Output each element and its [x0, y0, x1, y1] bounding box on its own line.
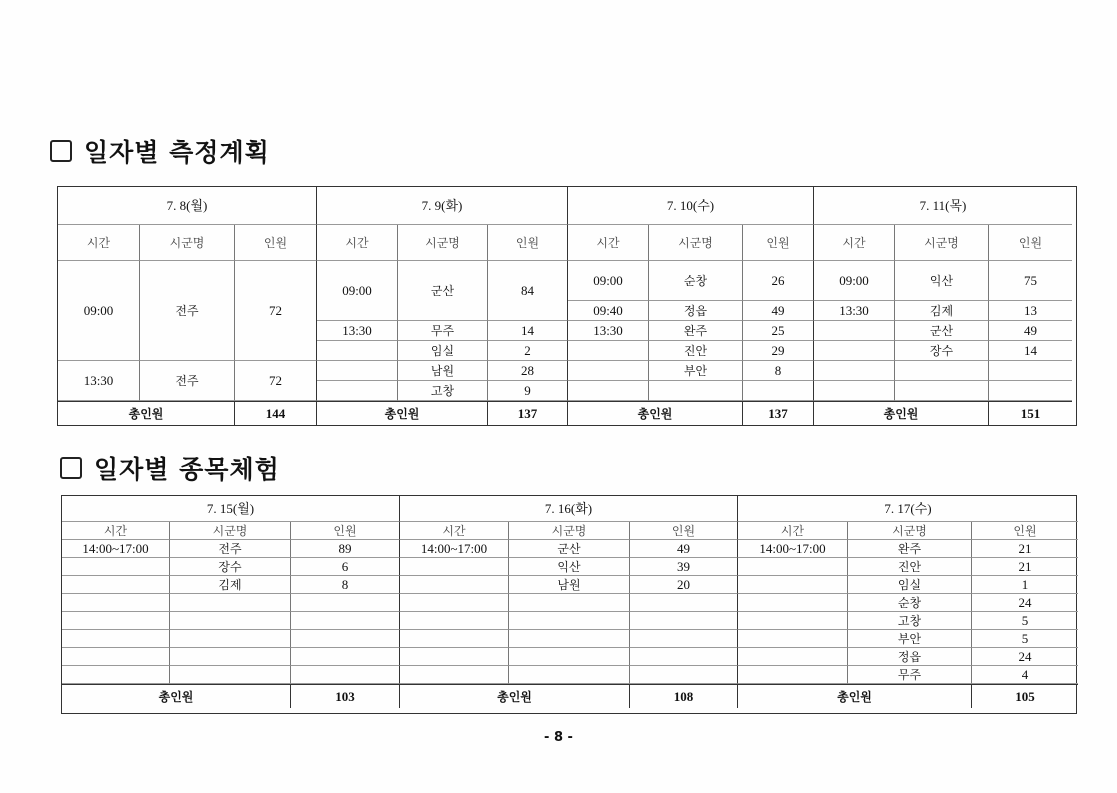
- time-cell: 09:40: [568, 301, 649, 321]
- empty-cell: [630, 612, 738, 630]
- count-cell: 21: [972, 558, 1078, 576]
- empty-cell: [649, 381, 743, 401]
- total-value: 108: [630, 684, 738, 708]
- empty-cell: [291, 666, 400, 684]
- column-header-city: 시군명: [398, 225, 488, 261]
- empty-cell: [291, 630, 400, 648]
- empty-cell: [62, 648, 170, 666]
- empty-cell: [630, 594, 738, 612]
- empty-cell: [170, 630, 291, 648]
- empty-cell: [509, 630, 630, 648]
- city-cell: 남원: [509, 576, 630, 594]
- section-title: 일자별 측정계획: [84, 138, 270, 167]
- empty-cell: [895, 381, 989, 401]
- empty-cell: [814, 381, 895, 401]
- count-cell: 84: [488, 261, 568, 321]
- count-cell: 89: [291, 540, 400, 558]
- empty-cell: [400, 558, 509, 576]
- column-header-time: 시간: [738, 522, 848, 540]
- count-cell: 5: [972, 630, 1078, 648]
- city-cell: 군산: [398, 261, 488, 321]
- total-value: 144: [235, 401, 317, 425]
- time-cell: 13:30: [58, 361, 140, 401]
- city-cell: 부안: [649, 361, 743, 381]
- total-value: 105: [972, 684, 1078, 708]
- count-cell: 4: [972, 666, 1078, 684]
- empty-cell: [291, 648, 400, 666]
- column-header-time: 시간: [400, 522, 509, 540]
- count-cell: 6: [291, 558, 400, 576]
- empty-cell: [630, 648, 738, 666]
- total-label: 총인원: [814, 401, 989, 425]
- column-header-count: 인원: [291, 522, 400, 540]
- column-header-time: 시간: [62, 522, 170, 540]
- city-cell: 장수: [170, 558, 291, 576]
- empty-cell: [509, 612, 630, 630]
- empty-cell: [568, 381, 649, 401]
- empty-cell: [400, 630, 509, 648]
- time-cell: [317, 381, 398, 401]
- day-header: 7. 10(수): [568, 187, 814, 225]
- city-cell: 군산: [509, 540, 630, 558]
- total-label: 총인원: [738, 684, 972, 708]
- city-cell: 순창: [649, 261, 743, 301]
- checkbox-square-icon: [60, 457, 82, 479]
- count-cell: 14: [488, 321, 568, 341]
- empty-cell: [62, 594, 170, 612]
- city-cell: 장수: [895, 341, 989, 361]
- column-header-count: 인원: [743, 225, 814, 261]
- total-label: 총인원: [400, 684, 630, 708]
- city-cell: 임실: [398, 341, 488, 361]
- column-header-time: 시간: [317, 225, 398, 261]
- total-value: 103: [291, 684, 400, 708]
- city-cell: 남원: [398, 361, 488, 381]
- column-header-count: 인원: [972, 522, 1078, 540]
- empty-cell: [62, 558, 170, 576]
- total-label: 총인원: [568, 401, 743, 425]
- city-cell: 전주: [170, 540, 291, 558]
- column-header-time: 시간: [814, 225, 895, 261]
- column-header-time: 시간: [568, 225, 649, 261]
- empty-cell: [170, 648, 291, 666]
- count-cell: 21: [972, 540, 1078, 558]
- count-cell: 26: [743, 261, 814, 301]
- city-cell: 김제: [170, 576, 291, 594]
- empty-cell: [895, 361, 989, 381]
- time-cell: 09:00: [58, 261, 140, 361]
- empty-cell: [630, 630, 738, 648]
- measurement-plan-table: [57, 186, 1077, 426]
- city-cell: 진안: [649, 341, 743, 361]
- city-cell: 군산: [895, 321, 989, 341]
- city-cell: 정읍: [848, 648, 972, 666]
- time-cell: 14:00~17:00: [738, 540, 848, 558]
- count-cell: 49: [630, 540, 738, 558]
- time-cell: 14:00~17:00: [400, 540, 509, 558]
- empty-cell: [170, 666, 291, 684]
- empty-cell: [814, 361, 895, 381]
- empty-cell: [400, 612, 509, 630]
- empty-cell: [738, 612, 848, 630]
- count-cell: 49: [989, 321, 1072, 341]
- city-cell: 임실: [848, 576, 972, 594]
- count-cell: 49: [743, 301, 814, 321]
- column-header-time: 시간: [58, 225, 140, 261]
- count-cell: 39: [630, 558, 738, 576]
- empty-cell: [400, 648, 509, 666]
- empty-cell: [170, 612, 291, 630]
- time-cell: 13:30: [814, 301, 895, 321]
- column-header-city: 시군명: [170, 522, 291, 540]
- empty-cell: [400, 594, 509, 612]
- empty-cell: [738, 558, 848, 576]
- column-header-count: 인원: [488, 225, 568, 261]
- empty-cell: [738, 630, 848, 648]
- time-cell: 13:30: [317, 321, 398, 341]
- day-header: 7. 11(목): [814, 187, 1072, 225]
- time-cell: [814, 321, 895, 341]
- time-cell: [568, 341, 649, 361]
- empty-cell: [62, 576, 170, 594]
- city-cell: 전주: [140, 261, 235, 361]
- count-cell: 9: [488, 381, 568, 401]
- empty-cell: [509, 648, 630, 666]
- city-cell: 무주: [848, 666, 972, 684]
- column-header-count: 인원: [989, 225, 1072, 261]
- count-cell: 72: [235, 261, 317, 361]
- time-cell: 09:00: [814, 261, 895, 301]
- city-cell: 진안: [848, 558, 972, 576]
- count-cell: 8: [743, 361, 814, 381]
- total-label: 총인원: [58, 401, 235, 425]
- empty-cell: [738, 576, 848, 594]
- city-cell: 김제: [895, 301, 989, 321]
- time-cell: 09:00: [568, 261, 649, 301]
- empty-cell: [630, 666, 738, 684]
- empty-cell: [400, 576, 509, 594]
- column-header-city: 시군명: [140, 225, 235, 261]
- column-header-city: 시군명: [509, 522, 630, 540]
- day-header: 7. 9(화): [317, 187, 568, 225]
- city-cell: 완주: [848, 540, 972, 558]
- count-cell: 24: [972, 594, 1078, 612]
- column-header-city: 시군명: [895, 225, 989, 261]
- count-cell: 8: [291, 576, 400, 594]
- city-cell: 완주: [649, 321, 743, 341]
- day-header: 7. 8(월): [58, 187, 317, 225]
- section-heading-measurement-plan: [50, 133, 270, 169]
- day-header: 7. 16(화): [400, 496, 738, 522]
- city-cell: 순창: [848, 594, 972, 612]
- count-cell: 29: [743, 341, 814, 361]
- sport-experience-table: [61, 495, 1077, 714]
- time-cell: 14:00~17:00: [62, 540, 170, 558]
- count-cell: 5: [972, 612, 1078, 630]
- count-cell: 14: [989, 341, 1072, 361]
- empty-cell: [400, 666, 509, 684]
- empty-cell: [291, 594, 400, 612]
- total-value: 137: [488, 401, 568, 425]
- city-cell: 고창: [398, 381, 488, 401]
- count-cell: 75: [989, 261, 1072, 301]
- column-header-count: 인원: [235, 225, 317, 261]
- count-cell: 20: [630, 576, 738, 594]
- column-header-count: 인원: [630, 522, 738, 540]
- count-cell: 28: [488, 361, 568, 381]
- column-header-city: 시군명: [649, 225, 743, 261]
- total-value: 137: [743, 401, 814, 425]
- empty-cell: [989, 361, 1072, 381]
- page-number: - 8 -: [544, 730, 573, 745]
- time-cell: 09:00: [317, 261, 398, 321]
- empty-cell: [509, 594, 630, 612]
- empty-cell: [62, 630, 170, 648]
- empty-cell: [170, 594, 291, 612]
- column-header-city: 시군명: [848, 522, 972, 540]
- time-cell: [568, 361, 649, 381]
- count-cell: 2: [488, 341, 568, 361]
- empty-cell: [291, 612, 400, 630]
- total-label: 총인원: [317, 401, 488, 425]
- day-header: 7. 17(수): [738, 496, 1078, 522]
- empty-cell: [509, 666, 630, 684]
- total-label: 총인원: [62, 684, 291, 708]
- section-title: 일자별 종목체험: [94, 455, 280, 484]
- city-cell: 고창: [848, 612, 972, 630]
- checkbox-square-icon: [50, 140, 72, 162]
- count-cell: 25: [743, 321, 814, 341]
- empty-cell: [62, 612, 170, 630]
- count-cell: 72: [235, 361, 317, 401]
- total-value: 151: [989, 401, 1072, 425]
- city-cell: 정읍: [649, 301, 743, 321]
- city-cell: 익산: [509, 558, 630, 576]
- time-cell: 13:30: [568, 321, 649, 341]
- city-cell: 무주: [398, 321, 488, 341]
- empty-cell: [989, 381, 1072, 401]
- empty-cell: [738, 648, 848, 666]
- time-cell: [317, 341, 398, 361]
- day-header: 7. 15(월): [62, 496, 400, 522]
- city-cell: 부안: [848, 630, 972, 648]
- empty-cell: [62, 666, 170, 684]
- city-cell: 전주: [140, 361, 235, 401]
- count-cell: 24: [972, 648, 1078, 666]
- time-cell: [814, 341, 895, 361]
- count-cell: 13: [989, 301, 1072, 321]
- section-heading-sport-experience: [60, 450, 280, 486]
- count-cell: 1: [972, 576, 1078, 594]
- empty-cell: [738, 594, 848, 612]
- time-cell: [317, 361, 398, 381]
- city-cell: 익산: [895, 261, 989, 301]
- empty-cell: [743, 381, 814, 401]
- empty-cell: [738, 666, 848, 684]
